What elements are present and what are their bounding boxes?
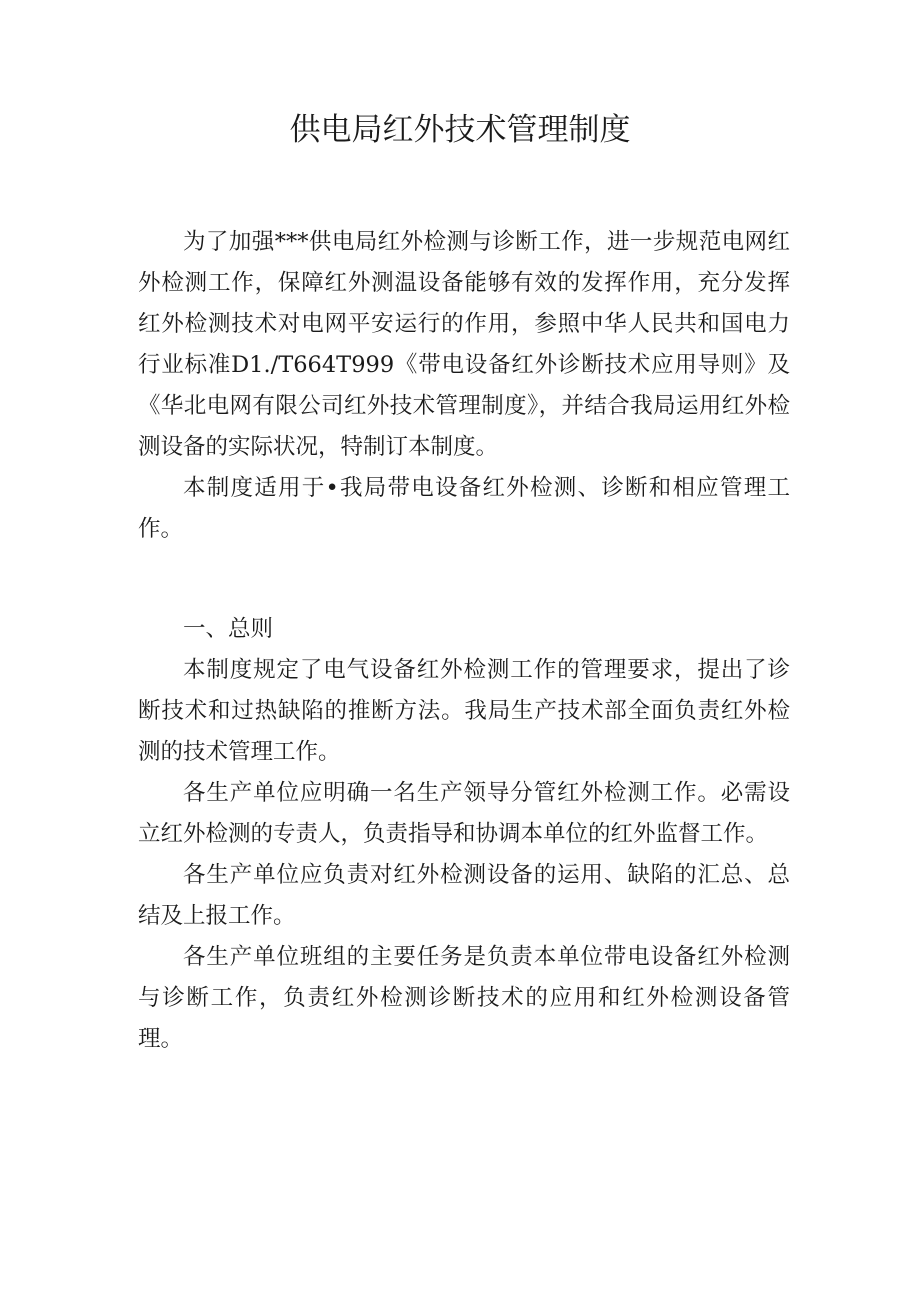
intro-paragraph: 为了加强***供电局红外检测与诊断工作，进一步规范电网红外检测工作，保障红外测温设备能够有效的发挥作用，充分发挥红外检测技术对电网平安运行的作用，参照中华人民共和国电力行业标准D1./T664T999《带电设备红外诊断技术应用导则》及《华北电网有限公司红外技术管理制度》，并结合我局运用红外检测设备的实际状况，特制订本制度。 — [138, 229, 790, 460]
document-title: 供电局红外技术管理制度 — [289, 112, 631, 148]
section-paragraph: 各生产单位班组的主要任务是负责本单位带电设备红外检测与诊断工作，负责红外检测诊断技术的应用和红外检测设备管理。 — [138, 944, 790, 1052]
section-paragraph: 各生产单位应明确一名生产领导分管红外检测工作。必需设立红外检测的专责人，负责指导和协调本单位的红外监督工作。 — [138, 780, 790, 847]
scope-paragraph: 本制度适用于•我局带电设备红外检测、诊断和相应管理工作。 — [138, 475, 790, 542]
section-paragraph: 各生产单位应负责对红外检测设备的运用、缺陷的汇总、总结及上报工作。 — [138, 862, 790, 929]
section-paragraph: 本制度规定了电气设备红外检测工作的管理要求，提出了诊断技术和过热缺陷的推断方法。我局生产技术部全面负责红外检测的技术管理工作。 — [138, 657, 790, 765]
document-body — [138, 222, 790, 1060]
section-heading-general: 一、总则 — [183, 616, 274, 642]
